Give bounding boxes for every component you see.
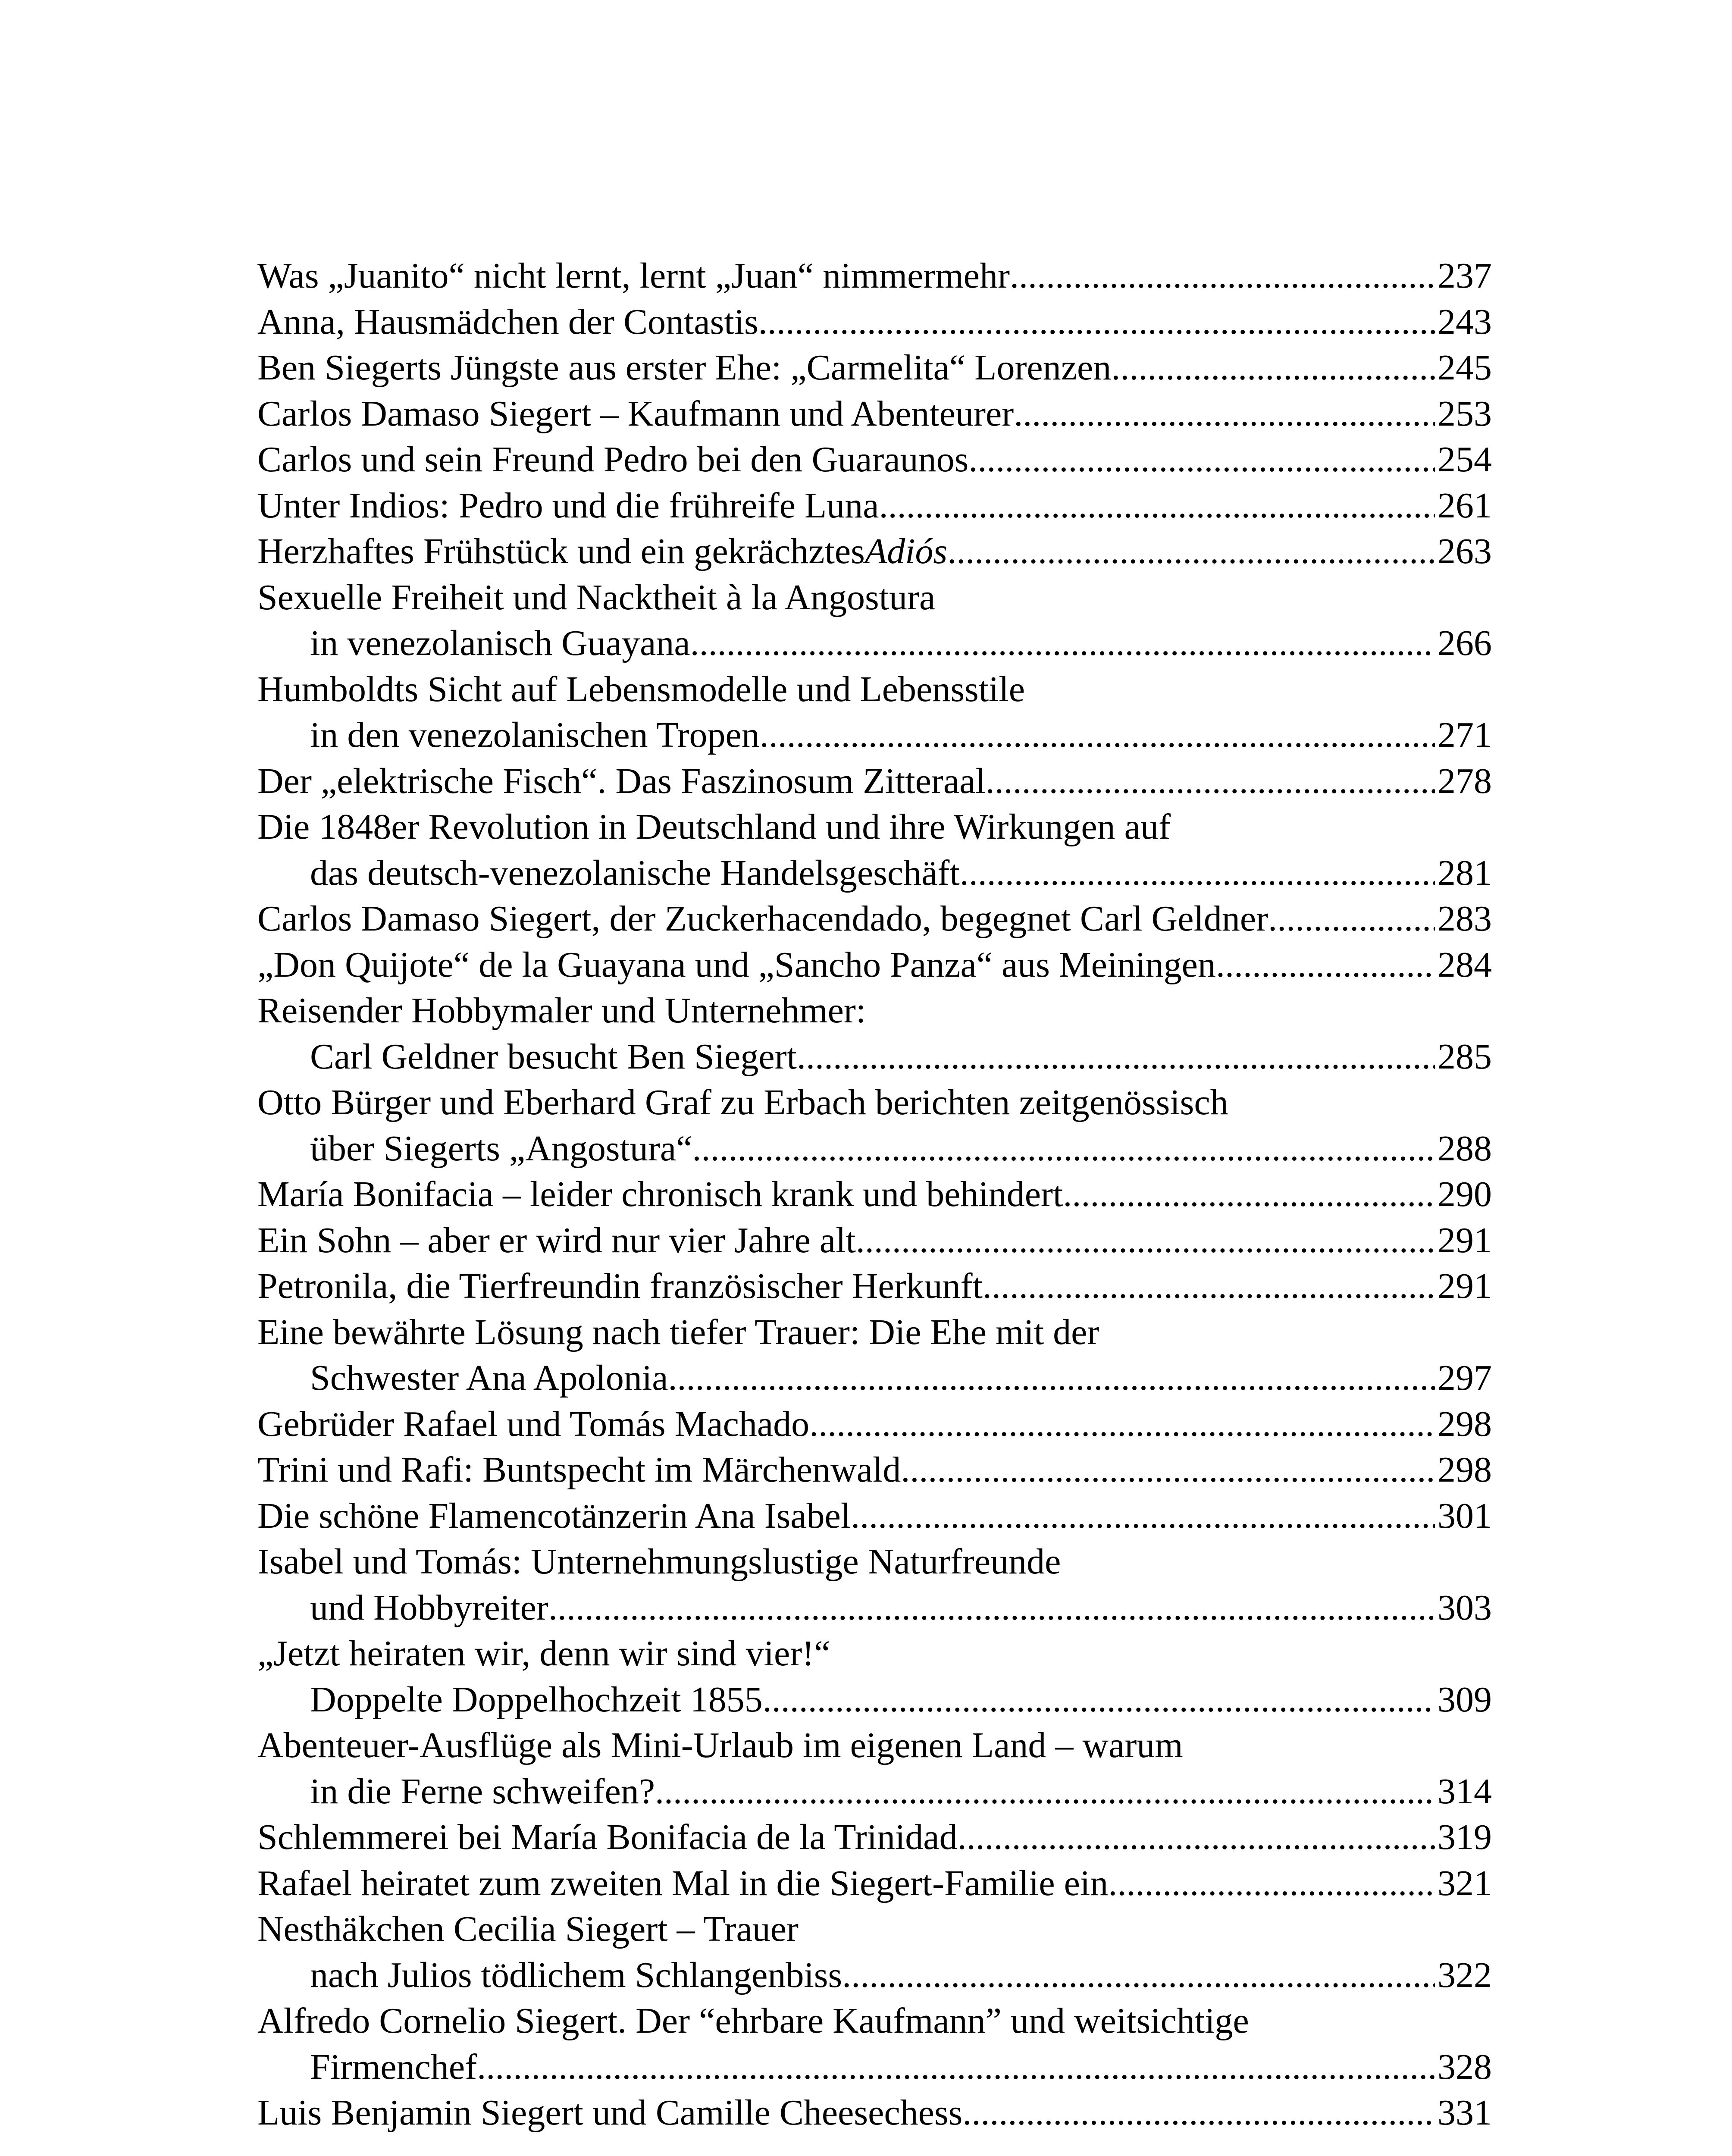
toc-entry-continuation bbox=[257, 620, 1492, 667]
toc-entry bbox=[257, 1814, 1492, 1861]
toc-entry bbox=[257, 988, 1492, 1080]
dot-leader bbox=[901, 1447, 1435, 1493]
dot-leader bbox=[958, 1814, 1435, 1861]
toc-page-number: 243 bbox=[1438, 301, 1492, 342]
toc-entry bbox=[257, 253, 1492, 299]
dot-leader bbox=[1063, 1172, 1435, 1218]
toc-entry-line bbox=[257, 345, 1492, 391]
toc-page-number: 290 bbox=[1438, 1174, 1492, 1214]
toc-entry-continuation bbox=[257, 1126, 1492, 1172]
toc-page-number: 291 bbox=[1438, 1266, 1492, 1306]
toc-entry-title: Gebrüder Rafael und Tomás Machado bbox=[257, 1404, 810, 1444]
toc-entry-title: über Siegerts „Angostura“ bbox=[310, 1128, 692, 1169]
toc-entry bbox=[257, 1218, 1492, 1264]
toc-entry-line bbox=[257, 988, 1492, 1034]
toc-page-number: 263 bbox=[1438, 531, 1492, 571]
dot-leader bbox=[960, 850, 1435, 896]
toc-entry-line bbox=[257, 1723, 1492, 1769]
toc-entry-line bbox=[257, 299, 1492, 345]
toc-page-number: 328 bbox=[1438, 2046, 1492, 2087]
dot-leader bbox=[842, 1952, 1435, 1999]
toc-entry bbox=[257, 942, 1492, 988]
toc-entry-continuation bbox=[257, 712, 1492, 758]
toc-page-number: 283 bbox=[1438, 899, 1492, 939]
toc-entry bbox=[257, 758, 1492, 805]
toc-entry-continuation bbox=[257, 1769, 1492, 1815]
toc-entry-title: Carl Geldner besucht Ben Siegert bbox=[310, 1036, 797, 1077]
toc-entry-title: Carlos Damaso Siegert, der Zuckerhacendado, begegnet Carl Geldner bbox=[257, 899, 1268, 939]
toc-entry-line bbox=[257, 1861, 1492, 1907]
toc-entry-title: Abenteuer-Ausflüge als Mini-Urlaub im eigenen Land – warum bbox=[257, 1725, 1183, 1765]
toc-entry-line bbox=[257, 1172, 1492, 1218]
dot-leader bbox=[947, 529, 1435, 575]
toc-page-number: 253 bbox=[1438, 393, 1492, 434]
toc-entry bbox=[257, 2090, 1492, 2136]
dot-leader bbox=[1010, 253, 1435, 299]
toc-page-number: 309 bbox=[1438, 1679, 1492, 1720]
toc-entry-line bbox=[257, 1998, 1492, 2044]
toc-entry-title: Luis Benjamin Siegert und Camille Cheesechess bbox=[257, 2093, 963, 2133]
toc-page-number: 322 bbox=[1438, 1955, 1492, 1995]
toc-entry-line bbox=[257, 1631, 1492, 1677]
toc-entry bbox=[257, 1906, 1492, 1998]
toc-entry-title: Petronila, die Tierfreundin französischer Herkunft bbox=[257, 1266, 983, 1306]
toc-entry-continuation bbox=[257, 1677, 1492, 1723]
toc-entry-title: Isabel und Tomás: Unternehmungslustige Naturfreunde bbox=[257, 1542, 1061, 1582]
toc-entry bbox=[257, 1723, 1492, 1814]
dot-leader bbox=[1111, 345, 1435, 391]
toc-entry-title: in den venezolanischen Tropen bbox=[310, 715, 760, 755]
toc-page-number: 303 bbox=[1438, 1587, 1492, 1628]
dot-leader bbox=[962, 2090, 1435, 2136]
toc-entry-continuation bbox=[257, 850, 1492, 896]
toc-entry-title: Herzhaftes Frühstück und ein gekrächztes bbox=[257, 531, 865, 571]
toc-entry-line bbox=[257, 1493, 1492, 1539]
toc-page-number: 285 bbox=[1438, 1036, 1492, 1077]
toc-page-number: 319 bbox=[1438, 1817, 1492, 1857]
toc-entry-line bbox=[257, 1218, 1492, 1264]
toc-entry bbox=[257, 1861, 1492, 1907]
toc-entry-title: Ben Siegerts Jüngste aus erster Ehe: „Carmelita“ Lorenzen bbox=[257, 348, 1112, 388]
toc-entry bbox=[257, 299, 1492, 345]
toc-entry-line bbox=[257, 758, 1492, 805]
toc-entry bbox=[257, 896, 1492, 942]
toc-page-number: 297 bbox=[1438, 1358, 1492, 1398]
toc-entry bbox=[257, 1263, 1492, 1310]
toc-page-number: 314 bbox=[1438, 1771, 1492, 1811]
toc-entry bbox=[257, 391, 1492, 437]
dot-leader bbox=[477, 2044, 1435, 2090]
toc-entry-title: Humboldts Sicht auf Lebensmodelle und Lebensstile bbox=[257, 669, 1025, 709]
toc-entry-continuation bbox=[257, 1952, 1492, 1999]
toc-entry-line bbox=[257, 391, 1492, 437]
toc-entry-title: Was „Juanito“ nicht lernt, lernt „Juan“ nimmermehr bbox=[257, 256, 1010, 296]
toc-entry bbox=[257, 1539, 1492, 1631]
toc-entry-title: Unter Indios: Pedro und die frühreife Luna bbox=[257, 485, 879, 526]
toc-entry-continuation bbox=[257, 2044, 1492, 2090]
toc-page-number: 261 bbox=[1438, 485, 1492, 526]
toc-entry bbox=[257, 1631, 1492, 1723]
toc-entry-title: Trini und Rafi: Buntspecht im Märchenwald bbox=[257, 1450, 901, 1490]
toc-page-number: 266 bbox=[1438, 623, 1492, 663]
toc-page-number: 298 bbox=[1438, 1404, 1492, 1444]
toc-entry bbox=[257, 1401, 1492, 1448]
dot-leader bbox=[763, 1677, 1435, 1723]
toc-entry-title: Carlos Damaso Siegert – Kaufmann und Abenteurer bbox=[257, 393, 1014, 434]
toc-entry-line bbox=[257, 483, 1492, 529]
toc-entry-line bbox=[257, 1080, 1492, 1126]
toc-entry-line bbox=[257, 437, 1492, 483]
toc-entry-title: Reisender Hobbymaler und Unternehmer: bbox=[257, 990, 866, 1031]
toc-entry-continuation bbox=[257, 1585, 1492, 1631]
toc-entry-title: Otto Bürger und Eberhard Graf zu Erbach berichten zeitgenössisch bbox=[257, 1082, 1228, 1122]
toc-entry-title: Der „elektrische Fisch“. Das Faszinosum Zitteraal bbox=[257, 761, 986, 801]
toc-entry-line bbox=[257, 1401, 1492, 1448]
dot-leader bbox=[548, 1585, 1435, 1631]
toc-entry-title: „Jetzt heiraten wir, denn wir sind vier!“ bbox=[257, 1633, 830, 1673]
toc-page-number: 281 bbox=[1438, 852, 1492, 893]
toc-entry-title: Schwester Ana Apolonia bbox=[310, 1358, 668, 1398]
toc-entry-continuation bbox=[257, 1355, 1492, 1401]
toc-entry-title: Anna, Hausmädchen der Contastis bbox=[257, 301, 758, 342]
toc-entry-title: Firmenchef bbox=[310, 2046, 477, 2087]
toc-entry-title-italic: Adiós bbox=[864, 531, 948, 571]
toc-entry-title: das deutsch-venezolanische Handelsgeschäft bbox=[310, 852, 960, 893]
toc-entry-title: Ein Sohn – aber er wird nur vier Jahre alt bbox=[257, 1220, 856, 1260]
toc-entry bbox=[257, 437, 1492, 483]
toc-page-number: 288 bbox=[1438, 1128, 1492, 1169]
toc-entry-title: Sexuelle Freiheit und Nacktheit à la Angostura bbox=[257, 577, 936, 617]
toc-entry bbox=[257, 804, 1492, 896]
toc-entry bbox=[257, 667, 1492, 758]
toc-entry-line bbox=[257, 575, 1492, 621]
toc-page-number: 284 bbox=[1438, 944, 1492, 985]
toc-entry-title: Die schöne Flamencotänzerin Ana Isabel bbox=[257, 1495, 851, 1536]
dot-leader bbox=[1014, 391, 1435, 437]
dot-leader bbox=[760, 712, 1435, 758]
dot-leader bbox=[1268, 896, 1435, 942]
toc-page-number: 331 bbox=[1438, 2093, 1492, 2133]
dot-leader bbox=[851, 1493, 1435, 1539]
dot-leader bbox=[668, 1355, 1435, 1401]
toc-entry-line bbox=[257, 1310, 1492, 1356]
toc-page-number: 291 bbox=[1438, 1220, 1492, 1260]
toc-entry-title: in die Ferne schweifen? bbox=[310, 1771, 655, 1811]
toc-entry bbox=[257, 1998, 1492, 2090]
toc-entry bbox=[257, 483, 1492, 529]
toc-entry bbox=[257, 1447, 1492, 1493]
toc-entry-line bbox=[257, 667, 1492, 713]
toc-page-number: 271 bbox=[1438, 715, 1492, 755]
dot-leader bbox=[758, 299, 1435, 345]
dot-leader bbox=[879, 483, 1435, 529]
toc-entry-line bbox=[257, 896, 1492, 942]
dot-leader bbox=[856, 1218, 1435, 1264]
toc-entry-title: Schlemmerei bei María Bonifacia de la Trinidad bbox=[257, 1817, 958, 1857]
toc-page-number: 254 bbox=[1438, 439, 1492, 479]
toc-entry-title: Rafael heiratet zum zweiten Mal in die Siegert-Familie ein bbox=[257, 1863, 1109, 1903]
dot-leader bbox=[1216, 942, 1435, 988]
toc-entry-line bbox=[257, 942, 1492, 988]
dot-leader bbox=[983, 1263, 1435, 1310]
toc-entry-line bbox=[257, 1814, 1492, 1861]
dot-leader bbox=[692, 1126, 1435, 1172]
toc-entry-title: Carlos und sein Freund Pedro bei den Guaraunos bbox=[257, 439, 969, 479]
dot-leader bbox=[690, 620, 1435, 667]
toc-entry-title: und Hobbyreiter bbox=[310, 1587, 548, 1628]
toc-entry-continuation bbox=[257, 1034, 1492, 1080]
toc-entry-line bbox=[257, 804, 1492, 850]
toc-entry-line bbox=[257, 253, 1492, 299]
toc-entry-title: Doppelte Doppelhochzeit 1855 bbox=[310, 1679, 763, 1720]
toc-entry bbox=[257, 529, 1492, 575]
toc-entry bbox=[257, 1493, 1492, 1539]
dot-leader bbox=[968, 437, 1435, 483]
toc-entry-line bbox=[257, 1539, 1492, 1585]
dot-leader bbox=[1108, 1861, 1435, 1907]
toc-page-number: 321 bbox=[1438, 1863, 1492, 1903]
toc-entry-line bbox=[257, 529, 1492, 575]
dot-leader bbox=[986, 758, 1435, 805]
toc-page-number: 301 bbox=[1438, 1495, 1492, 1536]
toc-entry-title: Alfredo Cornelio Siegert. Der “ehrbare Kaufmann” und weitsichtige bbox=[257, 2001, 1249, 2041]
toc-entry-title: Die 1848er Revolution in Deutschland und ihre Wirkungen auf bbox=[257, 807, 1171, 847]
toc-entry-title: in venezolanisch Guayana bbox=[310, 623, 690, 663]
toc-entry bbox=[257, 1172, 1492, 1218]
toc-entry-title: „Don Quijote“ de la Guayana und „Sancho Panza“ aus Meiningen bbox=[257, 944, 1216, 985]
toc-entry-line bbox=[257, 1447, 1492, 1493]
dot-leader bbox=[797, 1034, 1435, 1080]
toc-page-number: 278 bbox=[1438, 761, 1492, 801]
toc-entry bbox=[257, 345, 1492, 391]
table-of-contents bbox=[257, 253, 1492, 2136]
toc-entry bbox=[257, 1310, 1492, 1401]
toc-entry-title: Eine bewährte Lösung nach tiefer Trauer: Die Ehe mit der bbox=[257, 1312, 1099, 1352]
toc-page-number: 298 bbox=[1438, 1450, 1492, 1490]
toc-entry-line bbox=[257, 2090, 1492, 2136]
dot-leader bbox=[655, 1769, 1435, 1815]
toc-page-number: 237 bbox=[1438, 256, 1492, 296]
dot-leader bbox=[809, 1401, 1435, 1448]
toc-entry-line bbox=[257, 1906, 1492, 1952]
toc-entry-title: Nesthäkchen Cecilia Siegert – Trauer bbox=[257, 1909, 799, 1949]
toc-entry bbox=[257, 1080, 1492, 1172]
toc-entry bbox=[257, 575, 1492, 667]
toc-page-number: 245 bbox=[1438, 348, 1492, 388]
toc-entry-title: María Bonifacia – leider chronisch krank und behindert bbox=[257, 1174, 1063, 1214]
toc-entry-line bbox=[257, 1263, 1492, 1310]
toc-entry-title: nach Julios tödlichem Schlangenbiss bbox=[310, 1955, 843, 1995]
